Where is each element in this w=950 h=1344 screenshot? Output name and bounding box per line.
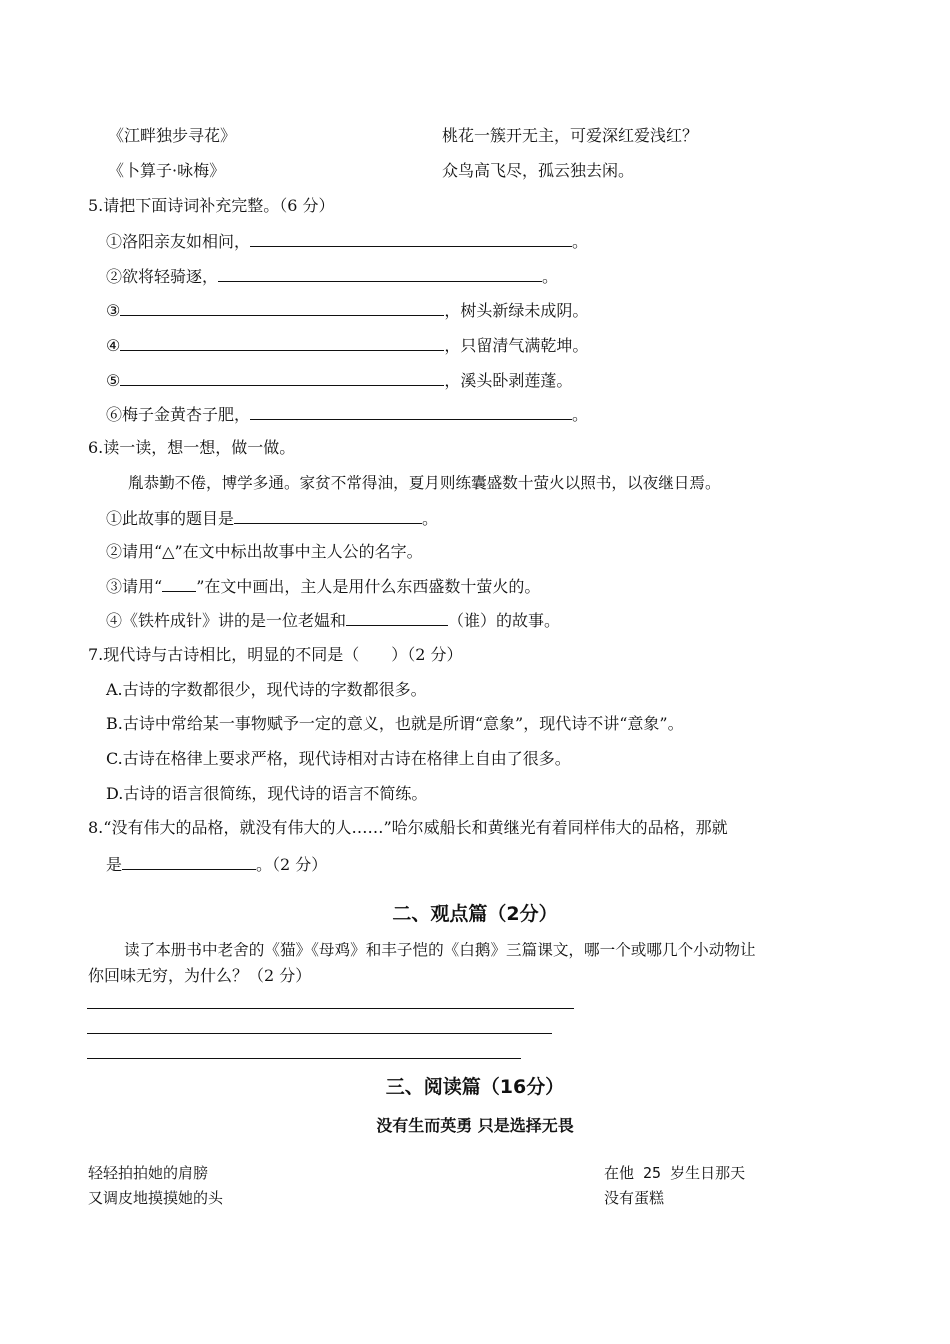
pair-line-1: 桃花一簇开无主，可爱深红爱浅红？: [442, 126, 699, 145]
answer-line-1[interactable]: [87, 1008, 574, 1009]
q6-passage: 胤恭勤不倦，博学多通。家贫不常得油，夏月则练囊盛数十萤火以照书，以夜继日焉。: [128, 474, 721, 492]
q7-stem: 7.现代诗与古诗相比，明显的不同是（ ）（2 分）: [88, 645, 463, 664]
q5-blank-2[interactable]: [218, 266, 542, 282]
answer-line-3[interactable]: [87, 1058, 521, 1059]
q5-item-3-pre: ③: [106, 301, 121, 320]
q5-item-6-post: 。: [572, 405, 589, 424]
section-2-prompt-1: 读了本册书中老舍的《猫》《母鸡》和丰子恺的《白鹅》三篇课文，哪一个或哪几个小动物让: [124, 941, 756, 959]
q5-item-3-post: ，树头新绿未成阴。: [444, 301, 589, 320]
reading-right-line-2: 没有蛋糕: [604, 1189, 665, 1207]
q6-underline-mark: [162, 576, 196, 592]
q6-sub-4-pre: ④《铁杵成针》讲的是一位老媪和: [106, 611, 347, 630]
q6-sub-1-pre: ①此故事的题目是: [106, 509, 235, 528]
q5-item-4-post: ，只留清气满乾坤。: [444, 336, 589, 355]
q5-item-1: [106, 231, 588, 252]
q8-line-2: [106, 854, 327, 875]
q7-option-a: A.古诗的字数都很少，现代诗的字数都很多。: [106, 680, 427, 699]
pair-title-1: 《江畔独步寻花》: [108, 126, 237, 145]
q6-blank-1[interactable]: [234, 508, 422, 524]
section-2-heading: 二、观点篇（2分）: [392, 903, 558, 925]
q5-item-2: [106, 266, 558, 287]
reading-left-line-2: 又调皮地摸摸她的头: [88, 1189, 224, 1207]
q6-sub-1-post: 。: [422, 509, 439, 528]
q6-sub-2: ②请用“△”在文中标出故事中主人公的名字。: [106, 542, 423, 561]
q7-option-b: B.古诗中常给某一事物赋予一定的意义，也就是所谓“意象”，现代诗不讲“意象”。: [106, 714, 684, 733]
q6-sub-3: [106, 576, 540, 597]
q5-item-6-pre: ⑥梅子金黄杏子肥，: [106, 405, 251, 424]
q8-line-1: 8.“没有伟大的品格，就没有伟大的人……”哈尔威船长和黄继光有着同样伟大的品格，那就: [88, 818, 728, 837]
answer-line-2[interactable]: [87, 1033, 552, 1034]
q6-blank-4[interactable]: [346, 610, 448, 626]
q7-option-c: C.古诗在格律上要求严格，现代诗相对古诗在格律上自由了很多。: [106, 749, 571, 768]
q5-blank-4[interactable]: [120, 335, 444, 351]
q6-sub-3-pre: ③请用“: [106, 577, 163, 596]
q7-option-d: D.古诗的语言很简练，现代诗的语言不简练。: [106, 784, 428, 803]
q8-line-2-pre: 是: [106, 855, 123, 874]
q5-blank-1[interactable]: [250, 231, 572, 247]
q5-item-4: [106, 335, 588, 356]
pair-title-2: 《卜算子·咏梅》: [108, 161, 226, 180]
q6-sub-1: [106, 508, 438, 529]
reading-title: 没有生而英勇 只是选择无畏: [376, 1116, 574, 1135]
q6-sub-4: [106, 610, 560, 631]
q5-item-1-post: 。: [572, 232, 589, 251]
q5-item-4-pre: ④: [106, 336, 121, 355]
pair-line-2: 众鸟高飞尽，孤云独去闲。: [442, 161, 635, 180]
q5-blank-6[interactable]: [250, 404, 572, 420]
reading-left-line-1: 轻轻拍拍她的肩膀: [88, 1164, 209, 1182]
q5-item-5-post: ，溪头卧剥莲蓬。: [444, 371, 573, 390]
q5-item-6: [106, 404, 588, 425]
section-2-prompt-2: 你回味无穷，为什么？（2 分）: [88, 966, 312, 985]
q5-item-1-pre: ①洛阳亲友如相问，: [106, 232, 251, 251]
q6-stem: 6.读一读，想一想，做一做。: [88, 438, 296, 457]
q5-item-2-post: 。: [542, 267, 559, 286]
q5-stem: 5.请把下面诗词补充完整。（6 分）: [88, 196, 335, 215]
q5-item-5-pre: ⑤: [106, 371, 121, 390]
q5-item-2-pre: ②欲将轻骑逐，: [106, 267, 219, 286]
q5-blank-3[interactable]: [120, 300, 444, 316]
q5-item-3: [106, 300, 588, 321]
q8-line-2-post: 。（2 分）: [256, 855, 328, 874]
section-3-heading: 三、阅读篇（16分）: [385, 1076, 565, 1098]
q5-blank-5[interactable]: [120, 370, 444, 386]
reading-right-line-1: 在他 25 岁生日那天: [604, 1164, 746, 1182]
q6-sub-3-post: ”在文中画出，主人是用什么东西盛数十萤火的。: [196, 577, 541, 596]
q6-sub-4-post: （谁）的故事。: [448, 611, 561, 630]
q8-blank[interactable]: [122, 854, 256, 870]
q5-item-5: [106, 370, 572, 391]
